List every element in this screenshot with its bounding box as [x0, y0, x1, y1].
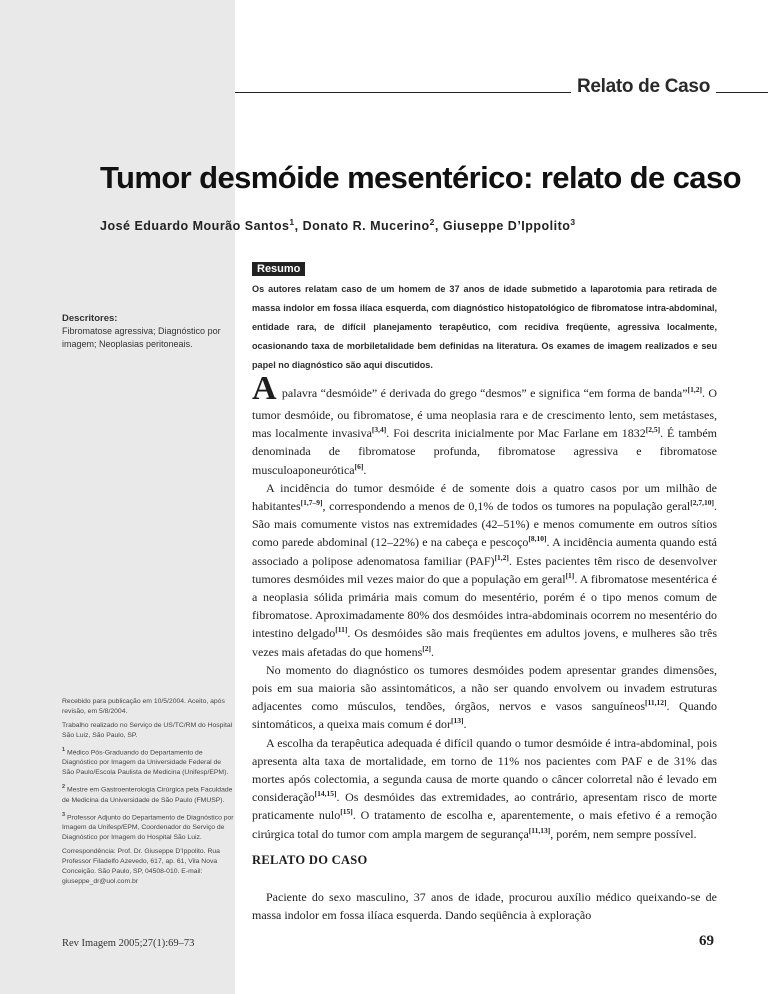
body-text-run: A incidência do tumor desmóide é de somente dois a quatro casos por um milhão de habitantes	[252, 480, 717, 514]
affiliation-note	[62, 810, 234, 843]
descriptors-label: Descritores:	[62, 313, 118, 324]
descriptors	[62, 312, 234, 351]
body-paragraph	[252, 734, 717, 843]
citation: [2,7,10]	[690, 498, 714, 508]
citation: [13]	[450, 716, 464, 726]
body-text-run: , correspondendo a menos de 0,1% de todos os tumores na população geral	[322, 499, 691, 514]
drop-cap: A	[252, 370, 277, 407]
body-text-run: .	[363, 462, 367, 477]
abstract-label: Resumo	[252, 262, 305, 276]
body-text-run: , porém, nem sempre possível.	[550, 826, 697, 841]
received-note: Recebido para publicação em 10/5/2004. Aceito, após revisão, em 5/8/2004.	[62, 698, 225, 715]
citation: [11]	[335, 625, 348, 635]
citation: [2]	[422, 643, 432, 653]
body-text-run: . Estes pacientes têm risco de desenvolver tumores desmóides mil vezes maior do que a população em geral	[252, 553, 717, 586]
body-text-run: . A fibromatose mesentérica é a neoplasia sólida primária mais comum do mesentério, porém é o tipo menos comum de fibromatose. Aproximadamente 80% dos desmóides intra-abdominais ocorrem no mesentério do intestino delgado	[252, 571, 717, 641]
abstract-text: Os autores relatam caso de um homem de 37 anos de idade submetido a laparotomia para retirada de massa indolor em fossa ilíaca esquerda, com diagnóstico histopatológico de fibromatose intra-abdominal, entidade rara, de difícil planejamento terapêutico, com recidiva freqüente, agressiva localmente, ocasionando taxa de morbiletalidade bem definidas na literatura. Os exames de imagem realizados e seu papel no diagnóstico são aqui discutidos.	[252, 284, 717, 370]
author-name: Donato R. Mucerino	[302, 219, 430, 234]
citation: [3,4]	[371, 425, 387, 435]
author-affiliation-mark: 2	[429, 217, 435, 227]
body-text-run: palavra “desmóide” é derivada do grego “desmos” e significa “em forma de banda”	[278, 386, 688, 400]
body-text-run: . O tratamento de escolha e, aparentemente, o mais efetivo é a remoção cirúrgica total do tumor com ampla margem de segurança	[252, 808, 717, 841]
citation: [11,12]	[644, 698, 667, 708]
affiliation-number: 3	[62, 811, 66, 818]
author-affiliation-mark: 1	[289, 217, 295, 227]
citation: [1,7–9]	[300, 498, 323, 508]
citation: [2,5]	[645, 425, 661, 435]
work-location-note: Trabalho realizado no Serviço de US/TC/RM do Hospital São Luiz, São Paulo, SP.	[62, 722, 233, 739]
article-title: Tumor desmóide mesentérico: relato de caso	[100, 160, 741, 195]
body-text-run: .	[463, 717, 467, 732]
section-heading-relato: RELATO DO CASO	[252, 853, 368, 867]
citation: [1,2]	[494, 552, 509, 562]
page-number: 69	[699, 933, 714, 949]
correspondence-note: Correspondência: Prof. Dr. Giuseppe D’Ippolito. Rua Professor Filadelfo Azevedo, 617, ap. 61, Vila Nova Conceição. São Paulo, SP, 04508-010. E-mail: giuseppe_dr@uol.com.br	[62, 847, 220, 885]
citation: [15]	[340, 807, 353, 817]
affiliation-text: Médico Pós-Graduando do Departamento de Diagnóstico por Imagem da Universidade Federal de São Paulo/Escola Paulista de Medicina (Unifesp/EPM).	[62, 749, 229, 777]
body-text-run: . O tumor desmóide, ou fibromatose, é uma neoplasia rara e de crescimento lento, sem metástases, mas localmente invasiva	[252, 386, 717, 441]
body-text-run: No momento do diagnóstico os tumores desmóides podem apresentar grandes dimensões, pois em sua maioria são assintomáticos, a não ser quando envolvem ou invadem estruturas adjacentes como músculos, tendões, órgãos, nervos e vasos sanguíneos	[252, 662, 717, 714]
article-body	[252, 372, 717, 843]
citation: [11,13]	[528, 825, 551, 835]
body-text-run: . É também denominada de fibromatose profunda, fibromatose agressiva e fibromatose musculoaponeurótica	[252, 426, 718, 477]
citation: [8,10]	[528, 534, 547, 544]
body-text-run: . A incidência aumenta quando está associado a polipose adenomatosa familiar (PAF)	[252, 535, 717, 568]
affiliation-number: 1	[62, 747, 66, 753]
body-paragraph	[252, 372, 717, 479]
affiliation-note	[62, 782, 234, 805]
affiliation-number: 2	[62, 784, 66, 791]
relato-paragraph: Paciente do sexo masculino, 37 anos de idade, procurou auxílio médico queixando-se de massa indolor em fossa ilíaca esquerda. Dando seqüência à exploração	[252, 890, 717, 923]
citation: [6]	[354, 461, 364, 471]
author-separator: ,	[434, 219, 443, 234]
journal-reference: Rev Imagem 2005;27(1):69–73	[62, 938, 195, 949]
author-separator: ,	[294, 219, 303, 234]
citation: [1]	[565, 570, 575, 580]
body-paragraph	[252, 661, 717, 734]
affiliation-note	[62, 745, 234, 778]
citation: [14,15]	[314, 789, 337, 799]
descriptors-text: Fibromatose agressiva; Diagnóstico por imagem; Neoplasias peritoneais.	[62, 326, 221, 349]
author-list	[100, 217, 576, 233]
body-paragraph	[252, 479, 717, 661]
author-name: José Eduardo Mourão Santos	[100, 219, 290, 234]
citation: [1,2]	[687, 385, 702, 394]
body-text-run: . Os desmóides são mais freqüentes em adultos jovens, e mulheres são três vezes mais afetadas do que homens	[252, 626, 717, 659]
body-text-run: A escolha da terapêutica adequada é difícil quando o tumor desmóide é intra-abdominal, pois apresenta alta taxa de mortalidade, em torno de 11% nos pacientes com PAF e de 31% das mortes após colectomia, a segunda causa de morte quando o câncer colorretal não é levado em consideração	[252, 735, 717, 805]
body-text-run: . Foi descrita inicialmente por Mac Farlane em 1832	[386, 426, 646, 441]
author-affiliation-mark: 3	[570, 217, 576, 227]
affiliation-text: Professor Adjunto do Departamento de Diagnóstico por Imagem da Unifesp/EPM, Coordenador do Serviço de Diagnóstico por Imagem do Hospital São Luiz.	[62, 813, 234, 841]
body-text-run: .	[431, 644, 435, 659]
affiliation-text: Mestre em Gastroenterologia Cirúrgica pela Faculdade de Medicina da Universidade de São Paulo (FMUSP).	[62, 786, 233, 804]
affiliations	[62, 745, 234, 843]
body-text-run: . Quando sintomáticos, a queixa mais comum é dor	[252, 699, 717, 732]
body-text-run: . Os desmóides das extremidades, ao contrário, apresentam risco de morte praticamente nulo	[252, 790, 717, 823]
author-name: Giuseppe D’Ippolito	[442, 219, 571, 234]
body-text-run: . São mais comumente vistos nas extremidades (42–51%) e menos comumente em outros sítios como parede abdominal (12–22%) e na cabeça e pescoço	[252, 499, 717, 550]
section-header: Relato de Caso	[571, 76, 716, 98]
side-notes	[62, 697, 234, 891]
